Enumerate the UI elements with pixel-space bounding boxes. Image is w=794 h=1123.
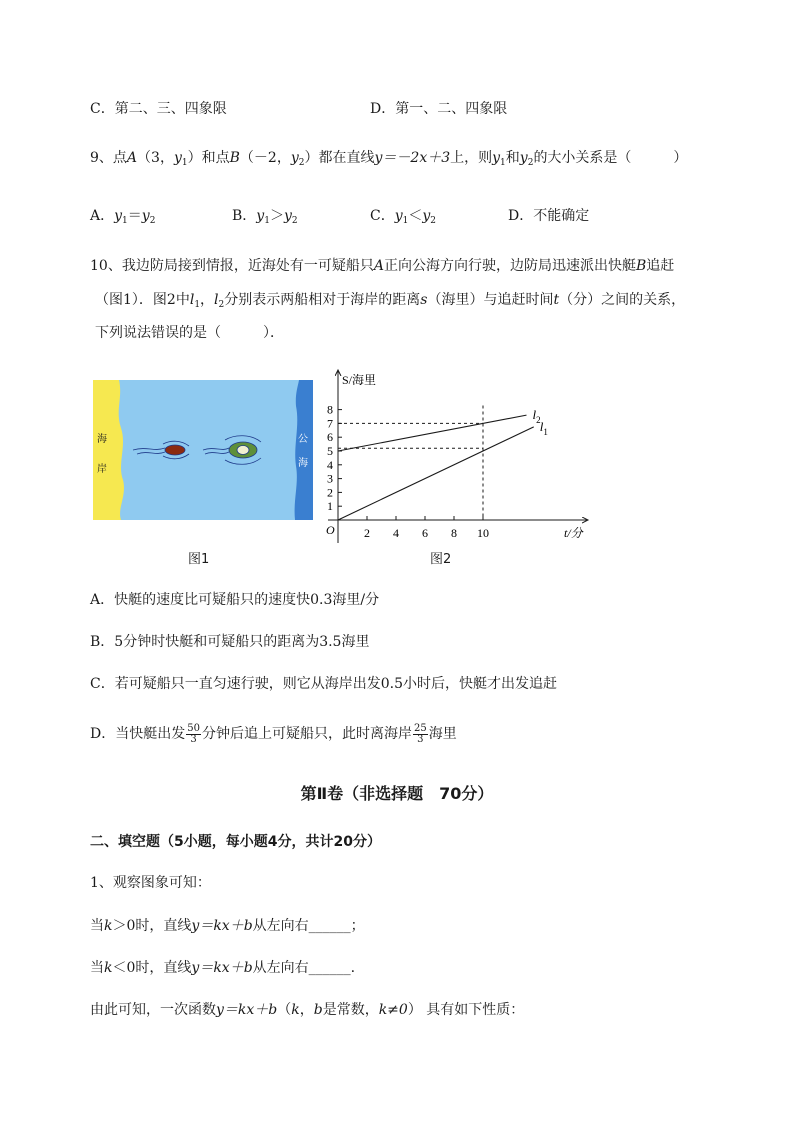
y-tick-label: 1	[327, 499, 333, 514]
q10-stem-line1: 10、我边防局接到情报，近海处有一可疑船只A正向公海方向行驶，边防局迅速派出快艇B追赶	[90, 258, 675, 274]
q10-option-a: A．快艇的速度比可疑船只的速度快0.3海里/分	[90, 592, 380, 608]
q10-option-d: D．当快艇出发 $\frac{50}{3}$ 分钟后追上可疑船只，此时离海岸 $\frac{25}{3}$ 海里	[90, 722, 457, 745]
label-coast-1: 海	[97, 434, 107, 445]
figure-1-caption: 图1	[188, 552, 210, 567]
q9-option-a: A．$y_1=y_2$	[90, 208, 156, 226]
y-axis-label: S/海里	[342, 373, 377, 387]
y-tick-label: 5	[327, 444, 333, 458]
q9-option-b: B．$y_1>y_2$	[232, 208, 298, 226]
q9-stem: 9、点A（3，$y_1$）和点B（－2，$y_2$）都在直线y＝－2x＋3上，则$y_1$和$y_2$的大小关系是（ ）	[90, 150, 688, 168]
coast-sand	[93, 380, 124, 520]
series-line-l2	[338, 415, 527, 451]
label-coast-2: 岸	[97, 464, 107, 475]
fraction-50-3: $\frac{50}{3}$	[187, 722, 200, 745]
q8-option-d: D．第一、二、四象限	[370, 101, 508, 117]
y-tick-label: 3	[327, 471, 333, 486]
x-tick-label: 10	[477, 526, 489, 540]
series-line-l1	[338, 427, 534, 520]
x-axis-label: t/分	[564, 526, 583, 540]
q10-option-b: B．5分钟时快艇和可疑船只的距离为3.5海里	[90, 634, 370, 650]
label-open-sea-1: 公	[298, 434, 308, 445]
x-tick-label: 2	[364, 526, 370, 540]
x-tick-label: 8	[451, 526, 457, 540]
x-tick-label: 4	[393, 526, 399, 540]
fraction-25-3: $\frac{25}{3}$	[413, 722, 427, 745]
q9-option-c: C．$y_1<y_2$	[370, 208, 437, 226]
open-sea-strip	[295, 380, 313, 520]
figure-2-distance-time-chart	[318, 362, 600, 552]
y-tick-label: 7	[327, 416, 333, 431]
q10-stem-line2: （图1）．图2中$l_1$，$l_2$分别表示两船相对于海岸的距离s（海里）与追赶时间t（分）之间的关系，	[95, 292, 686, 310]
part-2-title: 第Ⅱ卷（非选择题 70分）	[300, 784, 494, 803]
fill-in-q1-line3: 由此可知，一次函数y＝kx＋b（k，b是常数，k≠0） 具有如下性质：	[90, 1002, 525, 1018]
series-label-l2: $l_2$	[532, 407, 541, 426]
label-open-sea-2: 海	[298, 458, 308, 469]
y-tick-label: 8	[327, 402, 333, 417]
figure-1-sea-illustration	[93, 380, 313, 520]
series-label-l1: $l_1$	[539, 418, 548, 437]
y-tick-label: 4	[327, 457, 333, 472]
y-tick-label: 6	[327, 430, 333, 445]
x-tick-label: 6	[422, 526, 428, 540]
fill-in-section-heading: 二、填空题（5小题，每小题4分，共计20分）	[90, 834, 381, 850]
y-tick-label: 2	[327, 485, 333, 500]
q8-option-c: C．第二、三、四象限	[90, 101, 227, 117]
q9-option-d: D．不能确定	[508, 208, 590, 224]
q10-stem-line3: 下列说法错误的是（ ）．	[95, 325, 284, 341]
fill-in-q1-intro: 1、观察图象可知：	[90, 875, 211, 891]
q10-option-c: C．若可疑船只一直匀速行驶，则它从海岸出发0.5小时后，快艇才出发追赶	[90, 676, 557, 692]
fill-in-q1-line1: 当k＞0时，直线y＝kx＋b从左向右______；	[90, 918, 365, 934]
origin-label: O	[326, 523, 335, 537]
figure-2-caption: 图2	[430, 552, 452, 567]
fill-in-q1-line2: 当k＜0时，直线y＝kx＋b从左向右______.	[90, 960, 356, 976]
